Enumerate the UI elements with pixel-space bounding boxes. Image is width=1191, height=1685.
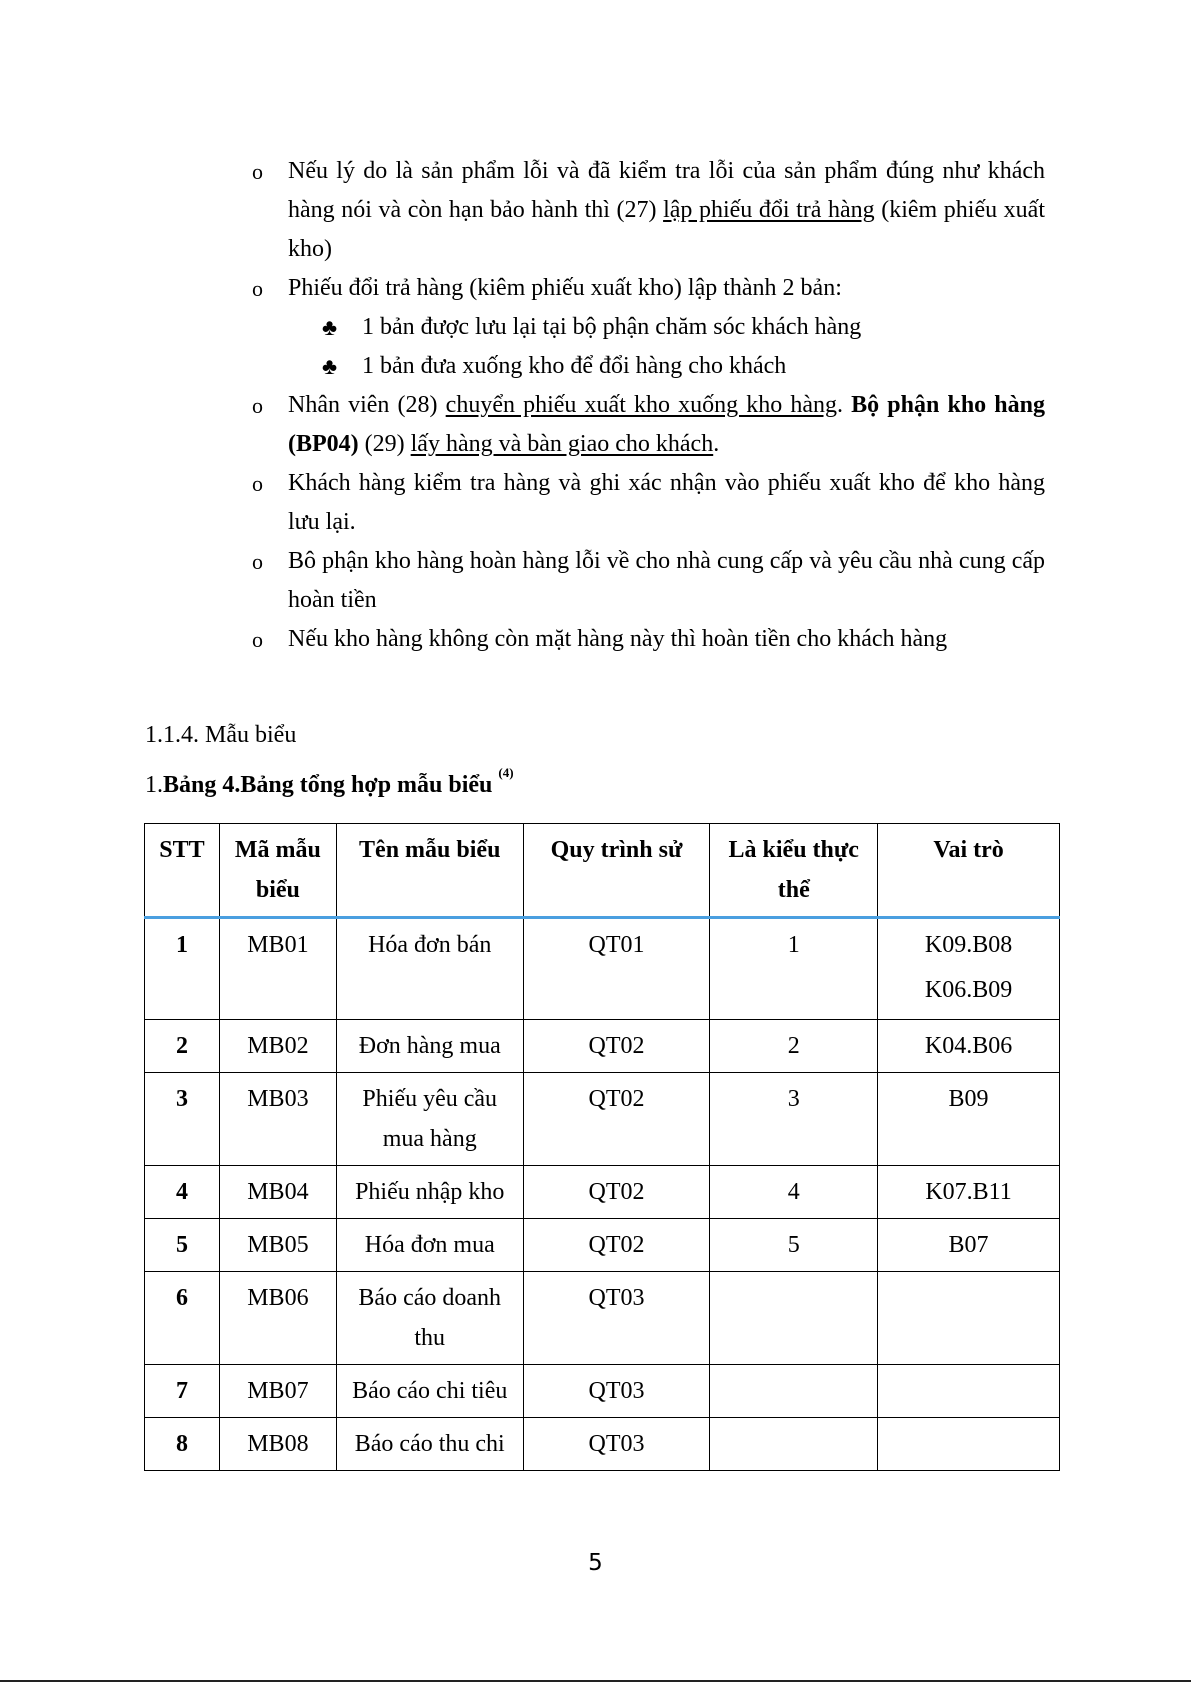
bullet-marker: o [252,159,263,184]
cell-entity: 2 [710,1020,878,1073]
page-number: 5 [588,1550,603,1576]
table-header-row [145,824,1060,918]
bullet-item: o Nhân viên (28) chuyển phiếu xuất kho xuống kho hàng. Bộ phận kho hàng (BP04) (29) lấy hàng và bàn giao cho khách. [240,386,1045,464]
cell-entity: 5 [710,1219,878,1272]
cell-process: QT02 [523,1073,710,1166]
cell-stt: 1 [145,918,220,1020]
cell-entity: 4 [710,1166,878,1219]
cell-entity [710,1418,878,1471]
cell-role: K07.B11 [878,1166,1060,1219]
bullet-list [240,152,1045,659]
cell-code: MB03 [219,1073,336,1166]
sub-bullet-item: ♣ 1 bản được lưu lại tại bộ phận chăm sóc khách hàng [240,308,1045,347]
table-row [145,1418,1060,1471]
bullet-item: o Khách hàng kiểm tra hàng và ghi xác nhận vào phiếu xuất kho để kho hàng lưu lại. [240,464,1045,542]
cell-code: MB02 [219,1020,336,1073]
cell-role [878,1272,1060,1365]
cell-stt: 2 [145,1020,220,1073]
cell-stt: 6 [145,1272,220,1365]
bullet-marker: o [252,393,263,418]
cell-stt: 7 [145,1365,220,1418]
section-heading: 1.1.4. Mẫu biểu [145,722,297,748]
cell-code: MB07 [219,1365,336,1418]
table-row [145,1020,1060,1073]
cell-process: QT03 [523,1272,710,1365]
bullet-marker: o [252,276,263,301]
sub-bullet-item: ♣ 1 bản đưa xuống kho để đổi hàng cho khách [240,347,1045,386]
cell-stt: 4 [145,1166,220,1219]
table-row [145,1219,1060,1272]
underlined-text: lập phiếu đổi trả hàng [663,197,875,223]
cell-name: Báo cáo chi tiêu [336,1365,523,1418]
cell-role [878,1418,1060,1471]
cell-name: Đơn hàng mua [336,1020,523,1073]
underlined-text: chuyển phiếu xuất kho xuống kho hàng [445,392,838,418]
column-header: Là kiểu thực thể [710,824,878,918]
table-row [145,1166,1060,1219]
bullet-item: o Phiếu đổi trả hàng (kiêm phiếu xuất kho) lập thành 2 bản: [240,269,1045,308]
cell-role: K09.B08 K06.B09 [878,918,1060,1020]
column-header: Mã mẫu biểu [219,824,336,918]
cell-stt: 3 [145,1073,220,1166]
bold-text: Bộ phận kho hàng (BP04) [288,392,1045,457]
templates-table [144,823,1060,1471]
bullet-item: o Nếu lý do là sản phẩm lỗi và đã kiểm tra lỗi của sản phẩm đúng như khách hàng nói và còn hạn bảo hành thì (27) lập phiếu đổi trả hàng (kiêm phiếu xuất kho) [240,152,1045,269]
column-header: Tên mẫu biểu [336,824,523,918]
bullet-item: o Nếu kho hàng không còn mặt hàng này thì hoàn tiền cho khách hàng [240,620,1045,659]
cell-process: QT02 [523,1020,710,1073]
page-bottom-rule [0,1680,1191,1682]
table-row [145,1272,1060,1365]
bullet-item: o Bô phận kho hàng hoàn hàng lỗi về cho nhà cung cấp và yêu cầu nhà cung cấp hoàn tiền [240,542,1045,620]
cell-role: B07 [878,1219,1060,1272]
club-icon: ♣ [322,315,338,340]
cell-name: Hóa đơn mua [336,1219,523,1272]
club-icon: ♣ [322,354,338,379]
cell-role [878,1365,1060,1418]
cell-entity: 3 [710,1073,878,1166]
cell-code: MB08 [219,1418,336,1471]
cell-name: Phiếu nhập kho [336,1166,523,1219]
cell-name: Báo cáo doanh thu [336,1272,523,1365]
cell-process: QT01 [523,918,710,1020]
table-row [145,1365,1060,1418]
cell-name: Phiếu yêu cầu mua hàng [336,1073,523,1166]
table-row [145,918,1060,1020]
cell-entity: 1 [710,918,878,1020]
cell-process: QT03 [523,1418,710,1471]
table-row [145,1073,1060,1166]
underlined-text: lấy hàng và bàn giao cho khách [410,431,714,457]
column-header: Quy trình sử [523,824,710,918]
cell-stt: 8 [145,1418,220,1471]
column-header: STT [145,824,220,918]
bullet-marker: o [252,549,263,574]
cell-code: MB05 [219,1219,336,1272]
cell-code: MB01 [219,918,336,1020]
cell-stt: 5 [145,1219,220,1272]
cell-process: QT02 [523,1166,710,1219]
cell-role: K04.B06 [878,1020,1060,1073]
bullet-marker: o [252,471,263,496]
cell-role: B09 [878,1073,1060,1166]
cell-name: Báo cáo thu chi [336,1418,523,1471]
bullet-marker: o [252,627,263,652]
cell-code: MB04 [219,1166,336,1219]
table-caption: 1.Bảng 4.Bảng tổng hợp mẫu biểu $^{(4)}$ [145,765,514,798]
cell-process: QT02 [523,1219,710,1272]
column-header: Vai trò [878,824,1060,918]
cell-entity [710,1272,878,1365]
cell-entity [710,1365,878,1418]
cell-name: Hóa đơn bán [336,918,523,1020]
cell-code: MB06 [219,1272,336,1365]
cell-process: QT03 [523,1365,710,1418]
